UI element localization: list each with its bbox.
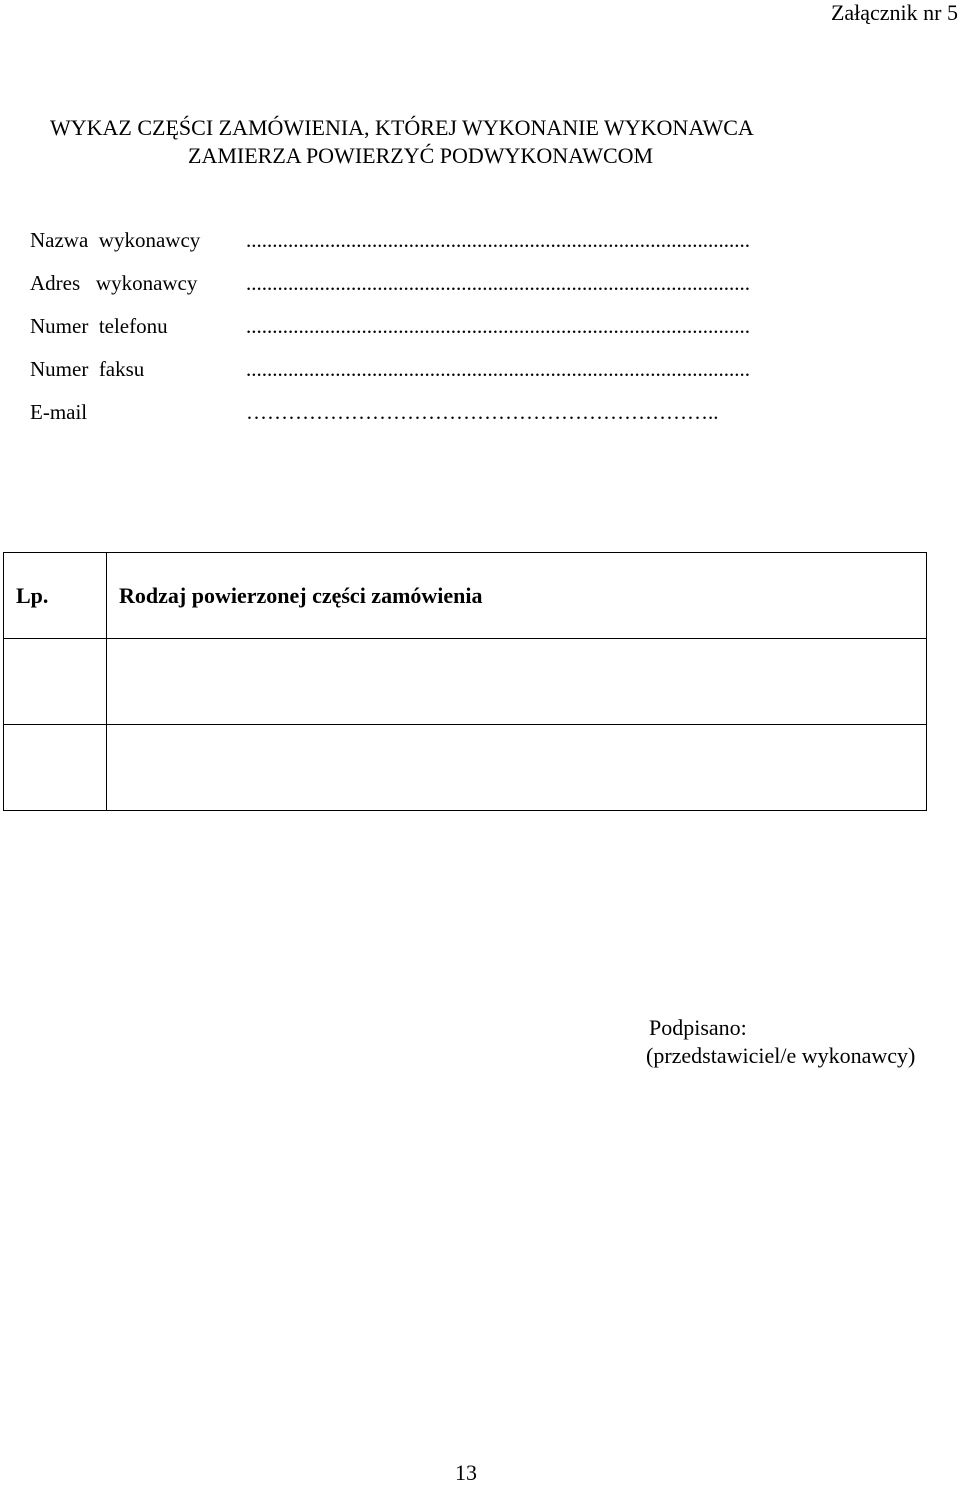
column-header-lp: Lp.	[4, 553, 107, 639]
phone-number-label: Numer telefonu	[30, 314, 168, 338]
table-row	[4, 725, 927, 811]
table-cell-lp[interactable]	[4, 725, 107, 811]
document-title	[50, 114, 754, 170]
title-line-1: WYKAZ CZĘŚCI ZAMÓWIENIA, KTÓREJ WYKONANIE WYKONAWCA	[50, 115, 754, 140]
email-field[interactable]	[30, 399, 719, 477]
signature-caption: Podpisano:	[649, 1015, 747, 1040]
signature-role: (przedstawiciel/e wykonawcy)	[646, 1043, 916, 1068]
phone-number-dots: ................................................................................................	[246, 314, 750, 338]
fax-number-label: Numer faksu	[30, 357, 145, 381]
signature-block	[646, 1014, 915, 1070]
attachment-label: Załącznik nr 5	[830, 0, 958, 25]
title-line-2: ZAMIERZA POWIERZYĆ PODWYKONAWCOM	[188, 143, 654, 168]
email-dots: …………………………………………………………..	[246, 400, 719, 424]
table-cell-part[interactable]	[107, 639, 927, 725]
column-header-part: Rodzaj powierzonej części zamówienia	[107, 553, 927, 639]
fax-number-dots: ................................................................................................	[246, 357, 750, 381]
table-cell-lp[interactable]	[4, 639, 107, 725]
contractor-name-label: Nazwa wykonawcy	[30, 228, 201, 252]
contractor-name-dots: ................................................................................................	[246, 228, 750, 252]
table-cell-part[interactable]	[107, 725, 927, 811]
contractor-address-label: Adres wykonawcy	[30, 271, 198, 295]
email-label: E-mail	[30, 400, 88, 424]
table-header-row	[4, 553, 927, 639]
contractor-address-dots: ................................................................................................	[246, 271, 750, 295]
subcontract-parts-table	[3, 552, 927, 811]
table-row	[4, 639, 927, 725]
page-number: 13	[455, 1460, 477, 1485]
